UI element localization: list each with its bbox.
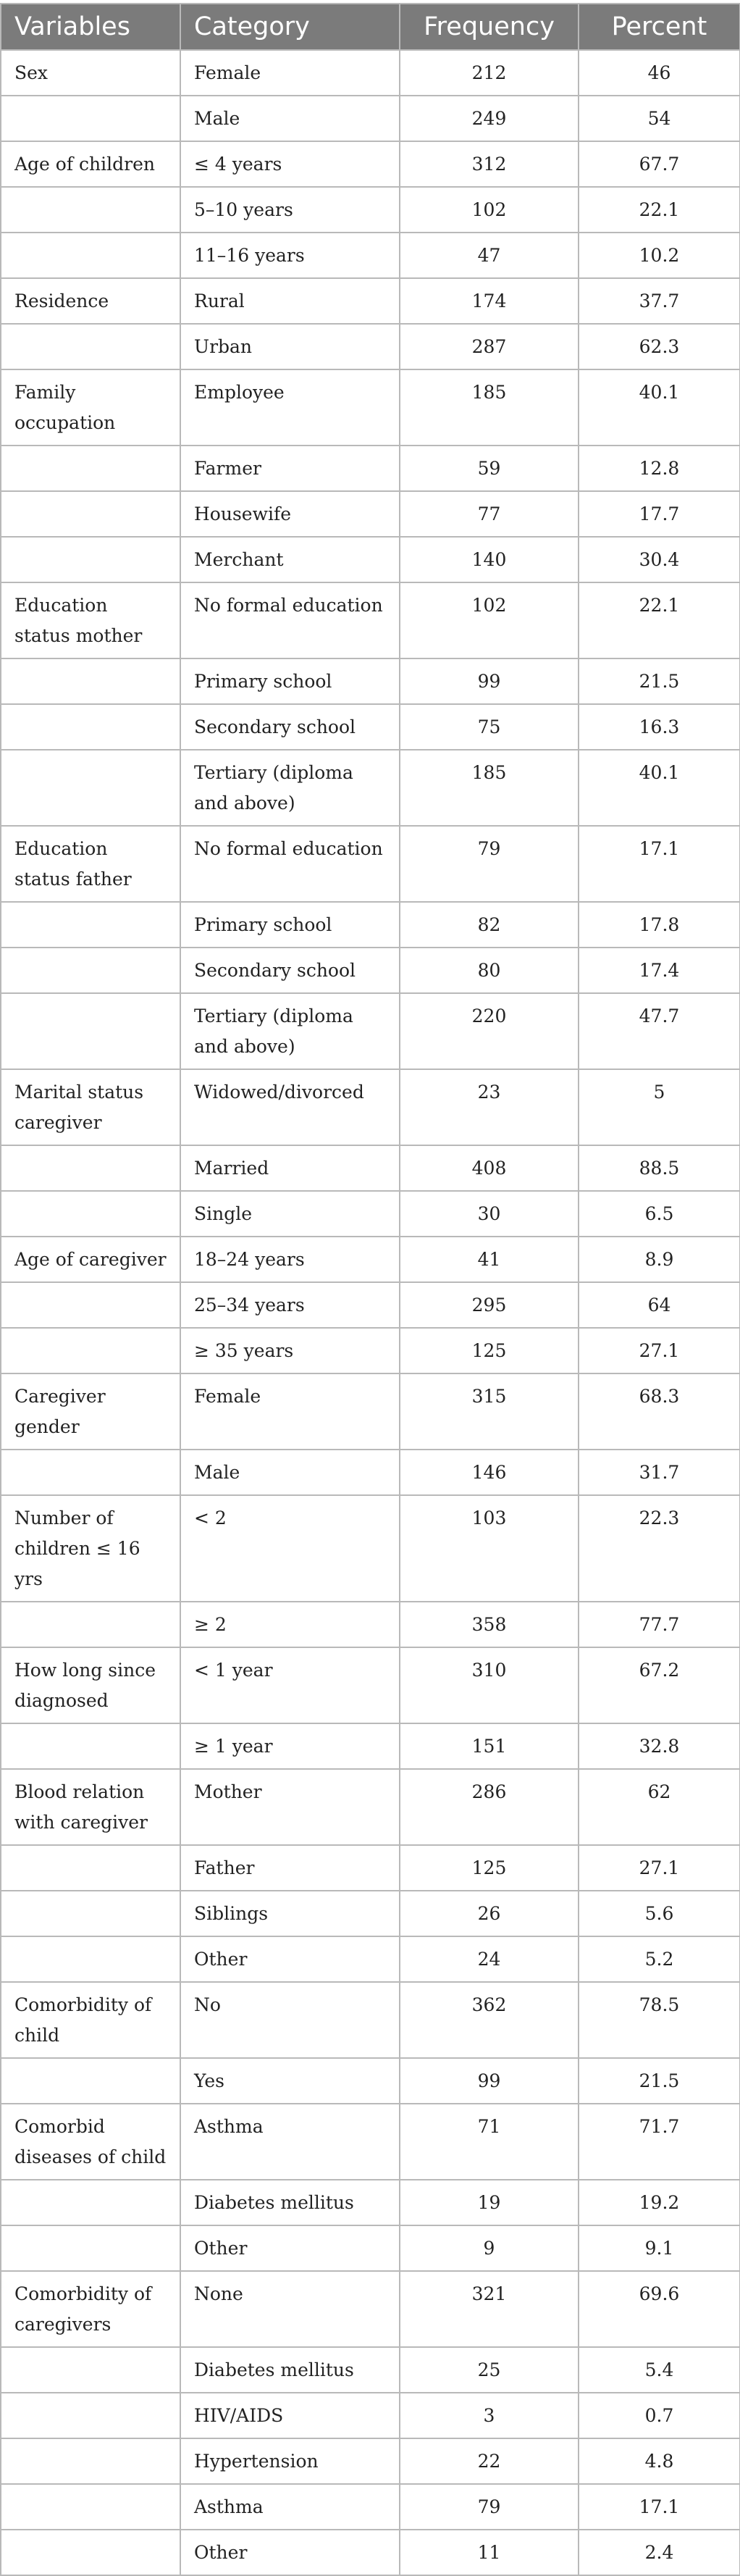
category-cell: Primary school [180,902,400,948]
table-row [1,1723,740,1769]
header-category: Category [180,4,400,50]
frequency-cell: 321 [400,2271,579,2347]
frequency-cell: 315 [400,1373,579,1450]
table-row [1,1891,740,1936]
frequency-cell: 151 [400,1723,579,1769]
frequency-cell: 125 [400,1845,579,1891]
frequency-cell: 99 [400,658,579,704]
category-cell: Other [180,2530,400,2575]
category-cell: ≥ 1 year [180,1723,400,1769]
variable-cell [1,704,180,750]
table-row [1,1145,740,1191]
percent-cell: 54 [579,96,740,141]
category-cell: Housewife [180,491,400,537]
table-header [1,4,740,50]
percent-cell: 17.1 [579,826,740,902]
percent-cell: 67.2 [579,1647,740,1723]
category-cell: 5–10 years [180,187,400,233]
frequency-cell: 174 [400,278,579,324]
variable-cell: Residence [1,278,180,324]
frequency-cell: 295 [400,1282,579,1328]
variable-cell [1,2225,180,2271]
category-cell: ≥ 35 years [180,1328,400,1373]
frequency-cell: 103 [400,1495,579,1602]
category-cell: Mother [180,1769,400,1845]
frequency-cell: 102 [400,582,579,658]
header-percent: Percent [579,4,740,50]
demographics-table [0,3,740,2576]
frequency-cell: 312 [400,141,579,187]
frequency-cell: 23 [400,1069,579,1145]
frequency-cell: 362 [400,1982,579,2058]
frequency-cell: 41 [400,1237,579,1282]
table-row [1,1647,740,1723]
category-cell: Widowed/divorced [180,1069,400,1145]
variable-cell: Age of children [1,141,180,187]
percent-cell: 19.2 [579,2180,740,2225]
percent-cell: 0.7 [579,2393,740,2438]
variable-cell [1,1145,180,1191]
variable-cell [1,324,180,369]
table-row [1,1450,740,1495]
category-cell: Hypertension [180,2438,400,2484]
frequency-cell: 19 [400,2180,579,2225]
table-row [1,491,740,537]
percent-cell: 22.1 [579,582,740,658]
frequency-cell: 3 [400,2393,579,2438]
frequency-cell: 9 [400,2225,579,2271]
category-cell: Tertiary (diploma and above) [180,993,400,1069]
variable-cell: How long since diagnosed [1,1647,180,1723]
table-row [1,1602,740,1647]
category-cell: Single [180,1191,400,1237]
table-row [1,1373,740,1450]
table-row [1,2484,740,2530]
category-cell: Asthma [180,2484,400,2530]
table-row [1,1769,740,1845]
category-cell: Male [180,1450,400,1495]
category-cell: Siblings [180,1891,400,1936]
percent-cell: 77.7 [579,1602,740,1647]
variable-cell: Age of caregiver [1,1237,180,1282]
percent-cell: 64 [579,1282,740,1328]
table-row [1,993,740,1069]
frequency-cell: 408 [400,1145,579,1191]
frequency-cell: 22 [400,2438,579,2484]
category-cell: 18–24 years [180,1237,400,1282]
percent-cell: 47.7 [579,993,740,1069]
frequency-cell: 79 [400,2484,579,2530]
frequency-cell: 310 [400,1647,579,1723]
variable-cell: Comorbidity of caregivers [1,2271,180,2347]
table-row [1,1495,740,1602]
variable-cell [1,1891,180,1936]
category-cell: Father [180,1845,400,1891]
table-row [1,1936,740,1982]
frequency-cell: 25 [400,2347,579,2393]
table-row [1,2104,740,2180]
variable-cell [1,233,180,278]
table-row [1,2180,740,2225]
variable-cell: Blood relation with caregiver [1,1769,180,1845]
percent-cell: 16.3 [579,704,740,750]
category-cell: ≤ 4 years [180,141,400,187]
category-cell: Diabetes mellitus [180,2347,400,2393]
frequency-cell: 249 [400,96,579,141]
table-row [1,658,740,704]
percent-cell: 71.7 [579,2104,740,2180]
variable-cell [1,993,180,1069]
table-row [1,704,740,750]
percent-cell: 12.8 [579,446,740,491]
variable-cell [1,537,180,582]
variable-cell: Caregiver gender [1,1373,180,1450]
frequency-cell: 286 [400,1769,579,1845]
percent-cell: 37.7 [579,278,740,324]
percent-cell: 17.7 [579,491,740,537]
percent-cell: 9.1 [579,2225,740,2271]
table-row [1,1982,740,2058]
category-cell: Farmer [180,446,400,491]
table-row [1,826,740,902]
frequency-cell: 75 [400,704,579,750]
variable-cell [1,446,180,491]
category-cell: Yes [180,2058,400,2104]
variable-cell [1,1328,180,1373]
percent-cell: 27.1 [579,1328,740,1373]
percent-cell: 69.6 [579,2271,740,2347]
category-cell: Urban [180,324,400,369]
variable-cell [1,491,180,537]
frequency-cell: 146 [400,1450,579,1495]
percent-cell: 62.3 [579,324,740,369]
frequency-cell: 185 [400,369,579,446]
table-row [1,324,740,369]
percent-cell: 17.4 [579,948,740,993]
variable-cell [1,96,180,141]
category-cell: < 1 year [180,1647,400,1723]
variable-cell: Comorbid diseases of child [1,2104,180,2180]
table-row [1,1237,740,1282]
table-row [1,2530,740,2575]
category-cell: Secondary school [180,948,400,993]
percent-cell: 10.2 [579,233,740,278]
variable-cell: Comorbidity of child [1,1982,180,2058]
table-row [1,537,740,582]
variable-cell: Education status mother [1,582,180,658]
variable-cell [1,2347,180,2393]
table-row [1,446,740,491]
category-cell: Male [180,96,400,141]
percent-cell: 8.9 [579,1237,740,1282]
percent-cell: 67.7 [579,141,740,187]
percent-cell: 5.6 [579,1891,740,1936]
variable-cell: Sex [1,50,180,96]
frequency-cell: 77 [400,491,579,537]
frequency-cell: 26 [400,1891,579,1936]
category-cell: No formal education [180,826,400,902]
variable-cell [1,2438,180,2484]
percent-cell: 5 [579,1069,740,1145]
variable-cell [1,2484,180,2530]
percent-cell: 88.5 [579,1145,740,1191]
frequency-cell: 220 [400,993,579,1069]
variable-cell [1,902,180,948]
table-row [1,50,740,96]
frequency-cell: 71 [400,2104,579,2180]
percent-cell: 17.8 [579,902,740,948]
variable-cell [1,1936,180,1982]
variable-cell [1,658,180,704]
percent-cell: 22.1 [579,187,740,233]
table-row [1,750,740,826]
table-row [1,187,740,233]
frequency-cell: 212 [400,50,579,96]
category-cell: Employee [180,369,400,446]
table-row [1,2225,740,2271]
frequency-cell: 99 [400,2058,579,2104]
variable-cell [1,2058,180,2104]
variable-cell [1,1845,180,1891]
category-cell: Female [180,50,400,96]
table-row [1,2438,740,2484]
category-cell: Tertiary (diploma and above) [180,750,400,826]
variable-cell: Marital status caregiver [1,1069,180,1145]
category-cell: 11–16 years [180,233,400,278]
frequency-cell: 125 [400,1328,579,1373]
frequency-cell: 82 [400,902,579,948]
percent-cell: 27.1 [579,1845,740,1891]
frequency-cell: 80 [400,948,579,993]
percent-cell: 30.4 [579,537,740,582]
variable-cell [1,1723,180,1769]
frequency-cell: 11 [400,2530,579,2575]
category-cell: 25–34 years [180,1282,400,1328]
category-cell: ≥ 2 [180,1602,400,1647]
category-cell: None [180,2271,400,2347]
percent-cell: 5.4 [579,2347,740,2393]
variable-cell [1,1282,180,1328]
category-cell: Female [180,1373,400,1450]
frequency-cell: 287 [400,324,579,369]
table-row [1,369,740,446]
category-cell: No [180,1982,400,2058]
variable-cell: Education status father [1,826,180,902]
category-cell: Asthma [180,2104,400,2180]
header-row [1,4,740,50]
table-body [1,50,740,2575]
frequency-cell: 140 [400,537,579,582]
variable-cell [1,948,180,993]
category-cell: Primary school [180,658,400,704]
variable-cell [1,2530,180,2575]
category-cell: Other [180,2225,400,2271]
variable-cell [1,2180,180,2225]
variable-cell: Number of children ≤ 16 yrs [1,1495,180,1602]
variable-cell: Family occupation [1,369,180,446]
variable-cell [1,187,180,233]
variable-cell [1,1191,180,1237]
table-row [1,2271,740,2347]
frequency-cell: 30 [400,1191,579,1237]
percent-cell: 68.3 [579,1373,740,1450]
table-row [1,233,740,278]
category-cell: Rural [180,278,400,324]
category-cell: Merchant [180,537,400,582]
percent-cell: 62 [579,1769,740,1845]
category-cell: Secondary school [180,704,400,750]
percent-cell: 21.5 [579,2058,740,2104]
table-row [1,1069,740,1145]
percent-cell: 40.1 [579,369,740,446]
table-row [1,1191,740,1237]
category-cell: No formal education [180,582,400,658]
percent-cell: 31.7 [579,1450,740,1495]
table-row [1,1845,740,1891]
category-cell: Other [180,1936,400,1982]
frequency-cell: 47 [400,233,579,278]
category-cell: < 2 [180,1495,400,1602]
frequency-cell: 59 [400,446,579,491]
percent-cell: 46 [579,50,740,96]
percent-cell: 6.5 [579,1191,740,1237]
percent-cell: 2.4 [579,2530,740,2575]
table-row [1,902,740,948]
frequency-cell: 79 [400,826,579,902]
percent-cell: 4.8 [579,2438,740,2484]
table-row [1,96,740,141]
percent-cell: 22.3 [579,1495,740,1602]
frequency-cell: 102 [400,187,579,233]
table-row [1,2393,740,2438]
variable-cell [1,2393,180,2438]
table-row [1,2347,740,2393]
table-row [1,948,740,993]
table-row [1,1328,740,1373]
percent-cell: 5.2 [579,1936,740,1982]
table-row [1,278,740,324]
table-row [1,141,740,187]
frequency-cell: 185 [400,750,579,826]
header-frequency: Frequency [400,4,579,50]
frequency-cell: 358 [400,1602,579,1647]
table-row [1,2058,740,2104]
category-cell: HIV/AIDS [180,2393,400,2438]
percent-cell: 32.8 [579,1723,740,1769]
variable-cell [1,750,180,826]
category-cell: Diabetes mellitus [180,2180,400,2225]
header-variables: Variables [1,4,180,50]
percent-cell: 21.5 [579,658,740,704]
percent-cell: 78.5 [579,1982,740,2058]
variable-cell [1,1602,180,1647]
category-cell: Married [180,1145,400,1191]
percent-cell: 40.1 [579,750,740,826]
frequency-cell: 24 [400,1936,579,1982]
table-row [1,582,740,658]
variable-cell [1,1450,180,1495]
percent-cell: 17.1 [579,2484,740,2530]
table-row [1,1282,740,1328]
